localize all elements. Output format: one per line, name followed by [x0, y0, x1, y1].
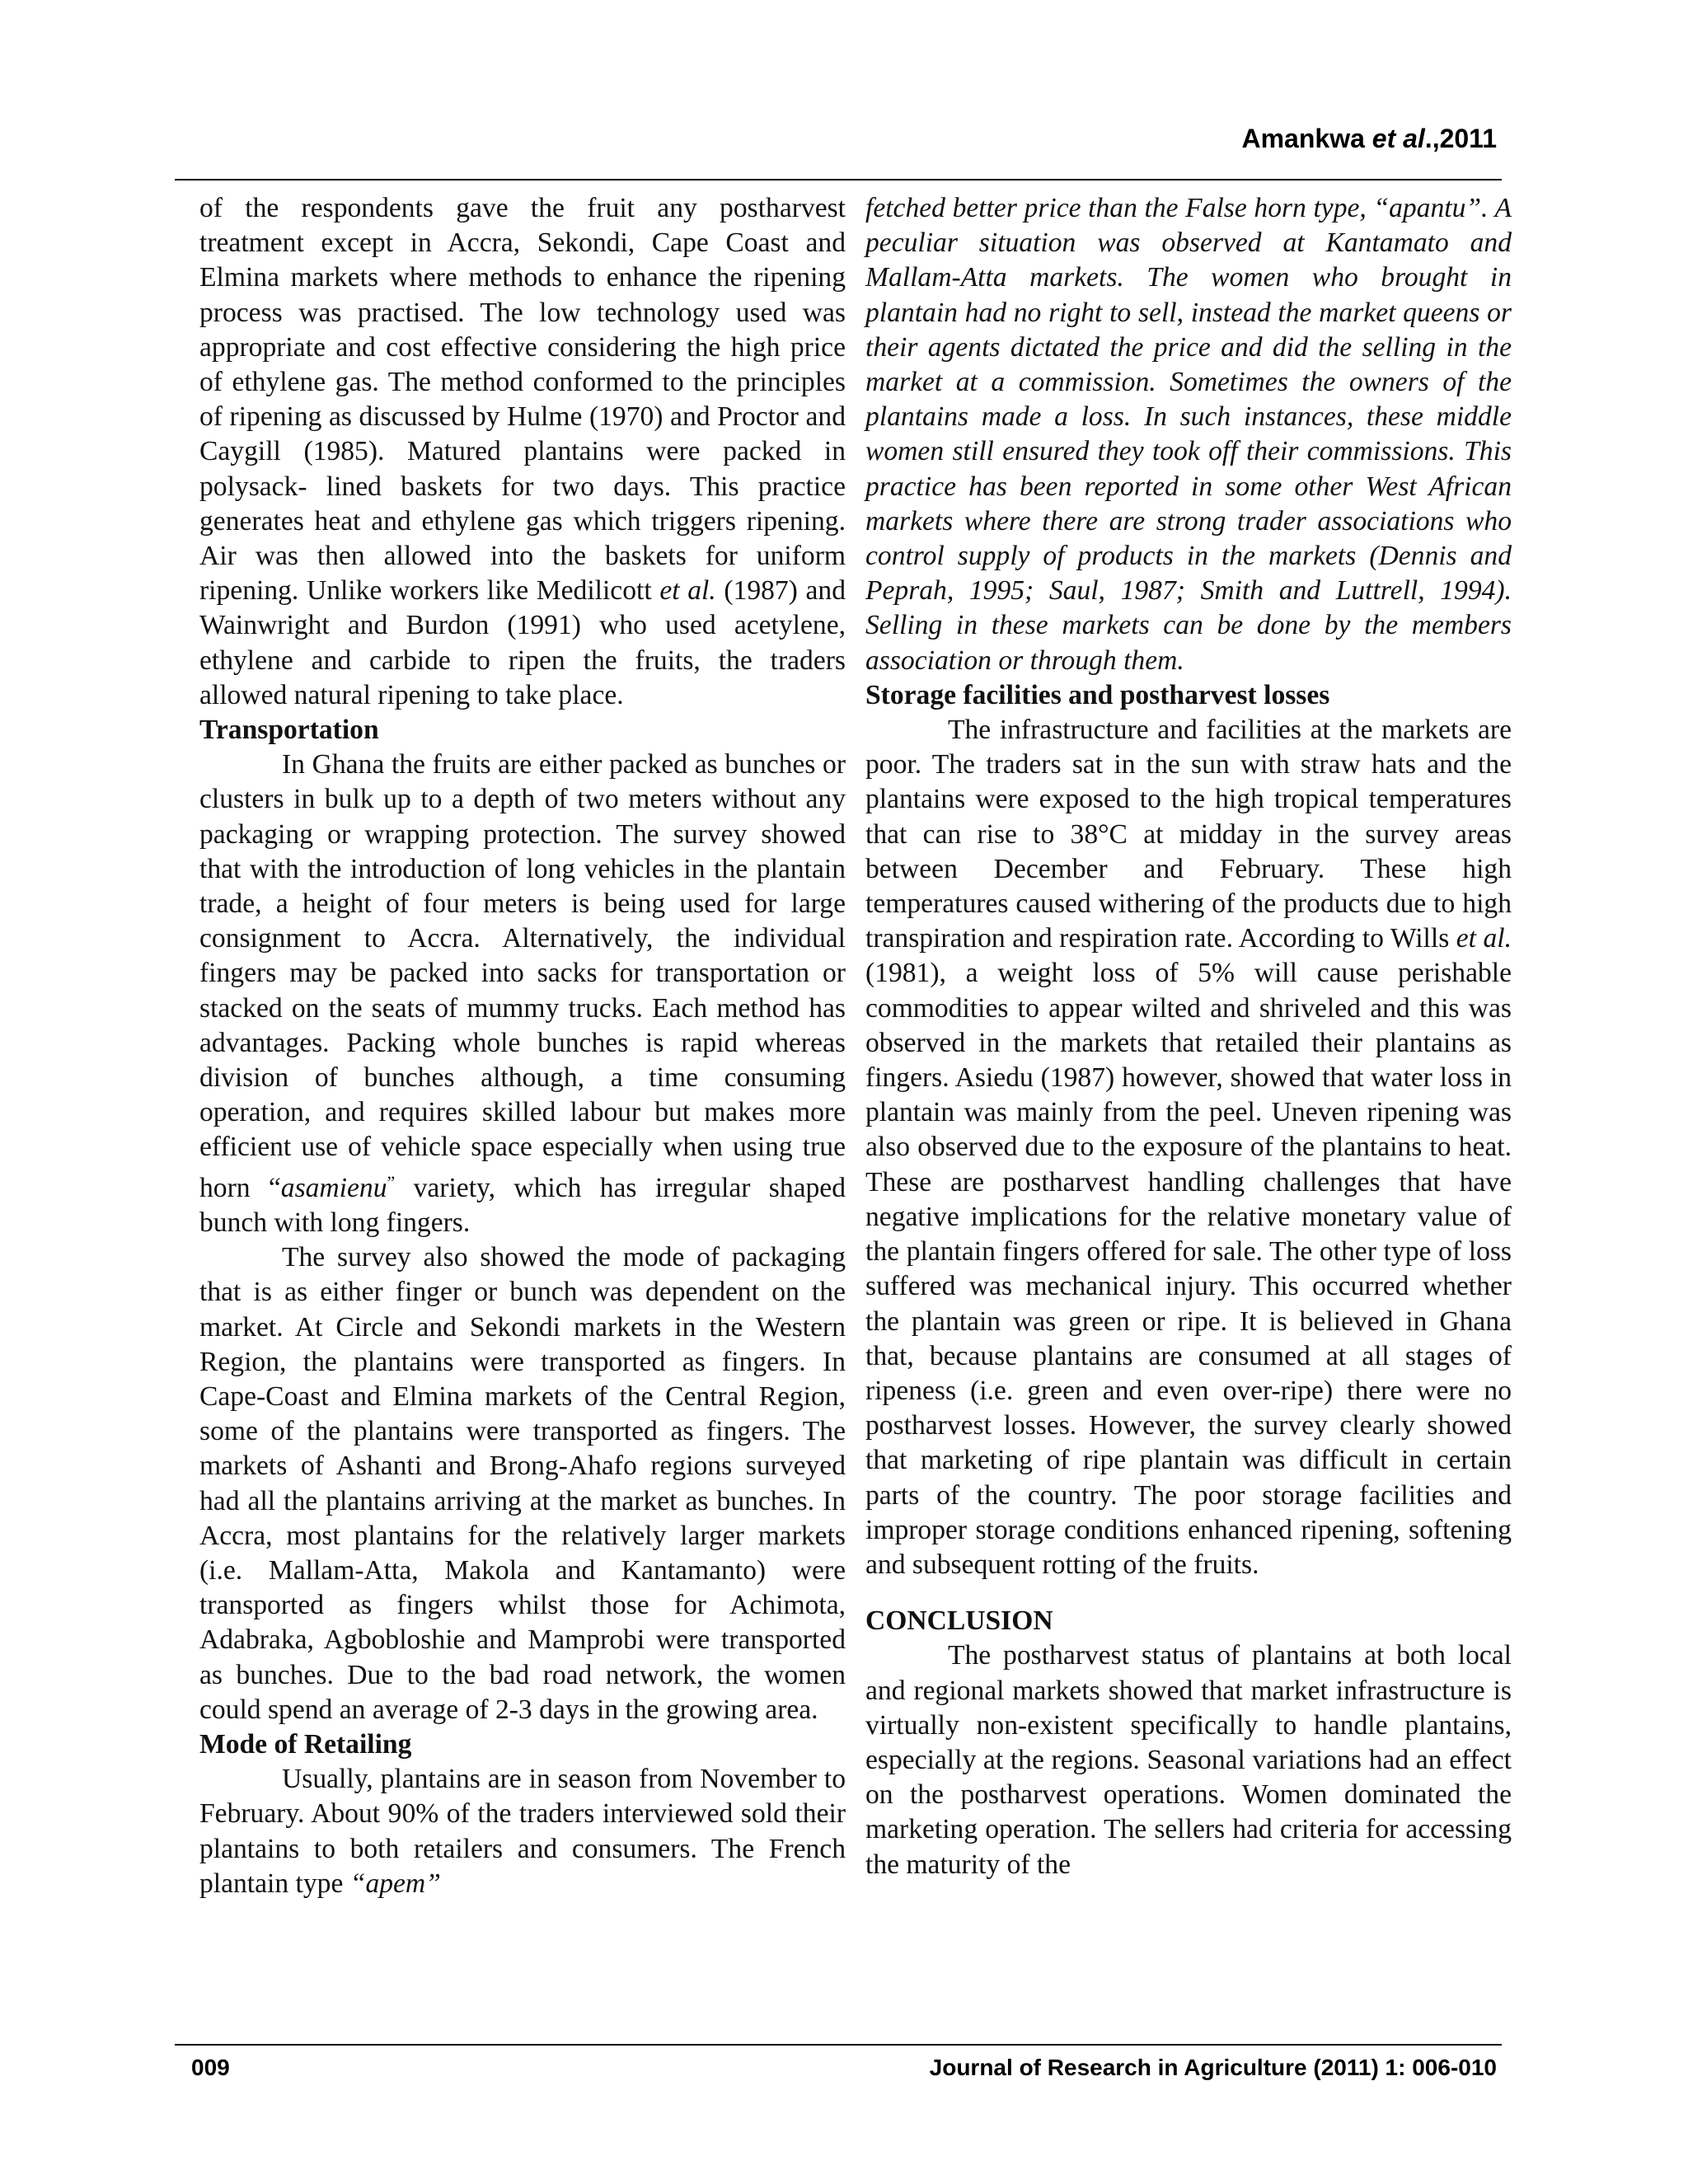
header-rule — [175, 179, 1502, 180]
section-heading-retailing: Mode of Retailing — [199, 1728, 412, 1760]
text-run: (1981), a weight loss of 5% will cause perishable commodities to appear wilted and shriveled and this was observed in the markets that retailed their plantains as fingers. Asiedu (1987) however, showed that water loss in plantain was mainly from the peel. Uneven ripening was also observed due to the exposure of the plantains to heat. These are postharvest handling challenges that have negative implications for the relative monetary value of the plantain fingers offered for sale. The other type of loss suffered was mechanical injury. This occurred whether the plantain was green or ripe. It is believed in Ghana that, because plantains are consumed at all stages of ripeness (i.e. green and even over-ripe) there were no postharvest losses. However, the survey clearly showed that marketing of ripe plantain was difficult in certain parts of the country. The poor storage facilities and improper storage conditions enhanced ripening, softening and subsequent rotting of the fruits. — [865, 958, 1512, 1580]
left-column — [199, 191, 846, 1901]
running-head-etal: et al — [1372, 124, 1425, 153]
journal-citation: Journal of Research in Agriculture (2011) 1: 006-010 — [929, 2055, 1497, 2080]
running-head-author: Amankwa — [1241, 124, 1372, 153]
section-heading-storage: Storage facilities and postharvest losses — [865, 679, 1330, 710]
section-heading-transportation: Transportation — [199, 715, 379, 746]
text-run: of the respondents gave the fruit any postharvest treatment except in Accra, Sekondi, Cape Coast and Elmina markets where methods to enhance the ripening process was practised. The low technology used was appropriate and cost effective considering the high price of ethylene gas. The method conformed to the principles of ripening as discussed by Hulme (1970) and Proctor and Caygill (1985). Matured plantains were packed in polysack- lined baskets for two days. This practice generates heat and ethylene gas which triggers ripening. Air was then allowed into the baskets for uniform ripening. Unlike workers like Medilicott — [199, 193, 846, 607]
text-run: (1987) and Wainwright and Burdon (1991) who used acetylene, ethylene and carbide to ripen the fruits, the traders allowed natural ripening to take place. — [199, 575, 846, 710]
closing-quote: ” — [387, 1171, 396, 1193]
footer-rule — [175, 2044, 1502, 2046]
paragraph-ripening — [199, 191, 846, 713]
text-run: In Ghana the fruits are either packed as bunches or clusters in bulk up to a depth of two meters without any packaging or wrapping protection. The survey showed that with the introduction of long vehicles in the plantain trade, a height of four meters is being used for large consignment to Accra. Alternatively, the individual fingers may be packed into sacks for transportation or stacked on the seats of mummy trucks. Each method has advantages. Packing whole bunches is rapid whereas division of bunches although, a time consuming operation, and requires skilled labour but makes more efficient use of vehicle space especially when using true horn “ — [199, 749, 846, 1203]
page-number: 009 — [191, 2055, 230, 2080]
paragraph-market-queens: fetched better price than the False horn type, “apantu”. A peculiar situation was observed at Kantamato and Mallam-Atta markets. The women who brought in plantain had no right to sell, instead the market queens or their agents dictated the price and did the selling in the market at a commission. Sometimes the owners of the plantains made a loss. In such instances, these middle women still ensured they took off their commissions. This practice has been reported in some other West African markets where there are strong trader associations who control supply of products in the markets (Dennis and Peprah, 1995; Saul, 1987; Smith and Luttrell, 1994). Selling in these markets can be done by the members association or through them. — [865, 193, 1512, 676]
paragraph-packaging-mode: The survey also showed the mode of packaging that is as either finger or bunch was dependent on the market. At Circle and Sekondi markets in the Western Region, the plantains were transported as fingers. In Cape-Coast and Elmina markets of the Central Region, some of the plantains were transported as fingers. The markets of Ashanti and Brong-Ahafo regions surveyed had all the plantains arriving at the market as bunches. In Accra, most plantains for the relatively larger markets (i.e. Mallam-Atta, Makola and Kantamanto) were transported as fingers whilst those for Achimota, Adabraka, Agbobloshie and Mamprobi were transported as bunches. Due to the bad road network, the women could spend an average of 2-3 days in the growing area. — [199, 1242, 846, 1725]
paragraph-conclusion: The postharvest status of plantains at both local and regional markets showed that market infrastructure is virtually non-existent specifically to handle plantains, especially at the regions. Seasonal variations had an effect on the postharvest operations. Women dominated the marketing operation. The sellers had criteria for accessing the maturity of the — [865, 1640, 1512, 1880]
section-spacer — [865, 1582, 1512, 1604]
text-run: The infrastructure and facilities at the markets are poor. The traders sat in the sun with straw hats and the plantains were exposed to the high tropical temperatures that can rise to 38°C at midday in the survey areas between December and February. These high temperatures caused withering of the products due to high transpiration and respiration rate. According to Wills — [865, 715, 1512, 954]
paragraph-transportation — [199, 748, 846, 1240]
paragraph-retailing — [199, 1762, 846, 1901]
section-heading-conclusion: CONCLUSION — [865, 1605, 1053, 1637]
variety-name: “apem” — [349, 1868, 441, 1899]
text-run: Usually, plantains are in season from November to February. About 90% of the traders interviewed sold their plantains to both retailers and consumers. The French plantain type — [199, 1764, 846, 1899]
text-run: variety, which has irregular shaped bunch with long fingers. — [199, 1172, 846, 1238]
running-head — [1241, 124, 1497, 154]
paragraph-storage — [865, 713, 1512, 1582]
text-run-italic: et al. — [659, 575, 716, 607]
right-column — [865, 191, 1512, 1882]
variety-name: asamienu — [280, 1172, 387, 1203]
text-run-italic: et al. — [1456, 923, 1512, 954]
running-head-year: .,2011 — [1424, 124, 1497, 153]
